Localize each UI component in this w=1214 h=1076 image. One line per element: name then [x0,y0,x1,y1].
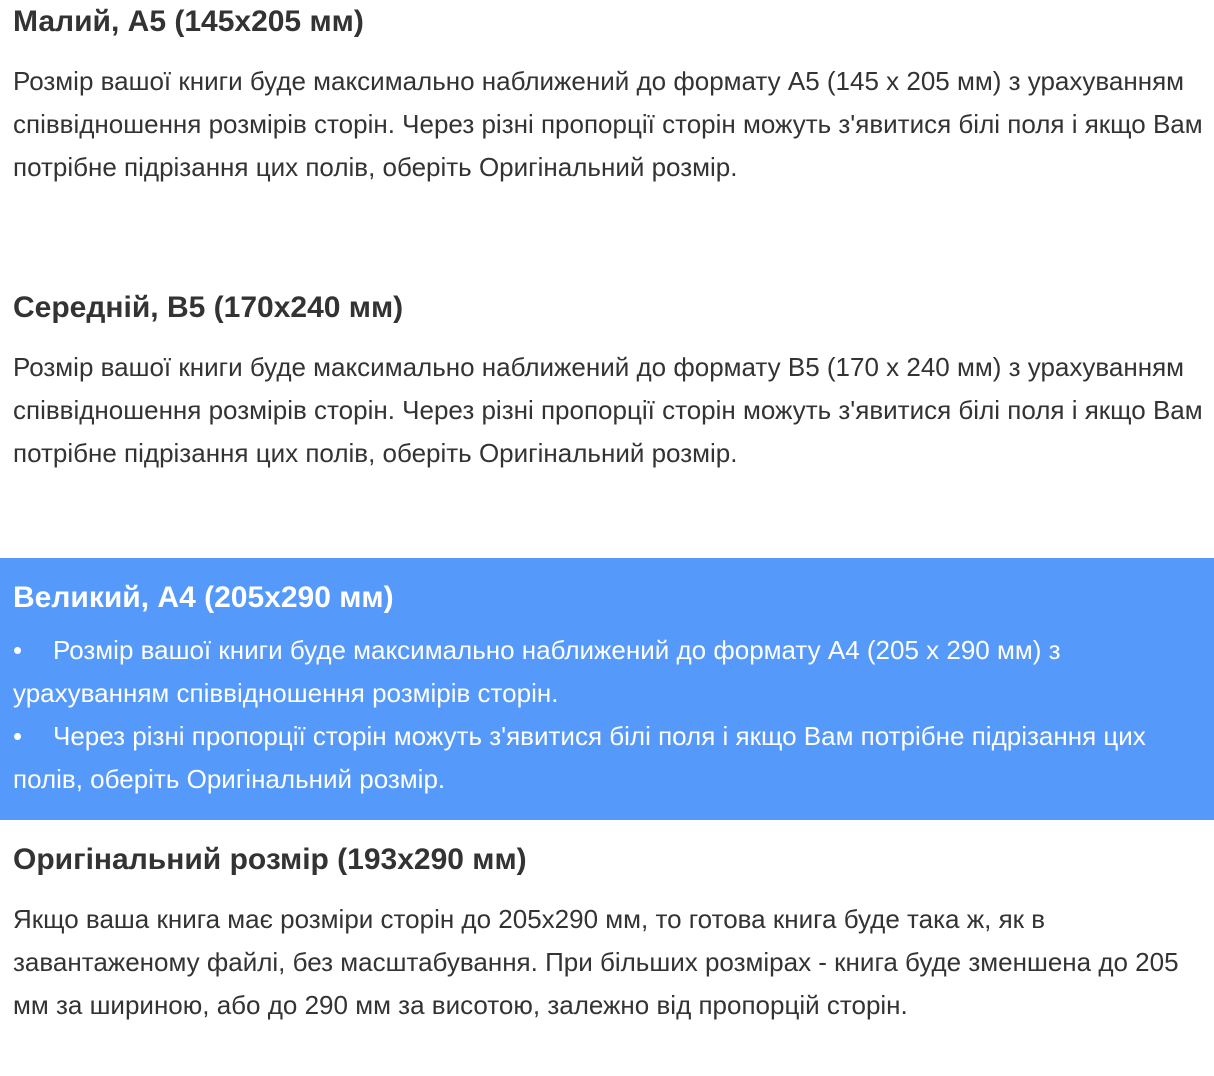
option-title: Малий, А5 (145х205 мм) [13,5,364,38]
option-description: Розмір вашої книги буде максимально наближений до формату В5 (170 х 240 мм) з урахуванням співвідношення розмірів сторін. Через різні пропорції сторін можуть з'явитися білі поля і якщо Вам потрібне підрізання цих полів, оберіть Оригінальний розмір. [13,352,1203,468]
bullet-icon: • [13,635,23,665]
bullet-item [13,629,1206,715]
bullet-icon: • [13,721,23,751]
option-description: Якщо ваша книга має розміри сторін до 205х290 мм, то готова книга буде така ж, як в завантаженому файлі, без масштабування. При більших розмірах - книга буде зменшена до 205 мм за шириною, або до 290 мм за висотою, залежно від пропорцій сторін. [13,904,1179,1020]
bullet-text: Розмір вашої книги буде максимально наближений до формату А4 (205 х 290 мм) з урахуванням співвідношення розмірів сторін. [13,635,1061,708]
option-title: Оригінальний розмір (193х290 мм) [13,843,527,876]
bullet-item [13,715,1206,801]
option-original-size[interactable] [0,842,1214,1076]
bullet-text: Через різні пропорції сторін можуть з'явитися білі поля і якщо Вам потрібне підрізання цих полів, оберіть Оригінальний розмір. [13,721,1146,794]
option-medium-b5[interactable] [0,290,1214,516]
option-description: Розмір вашої книги буде максимально наближений до формату А5 (145 х 205 мм) з урахуванням співвідношення розмірів сторін. Через різні пропорції сторін можуть з'явитися білі поля і якщо Вам потрібне підрізання цих полів, оберіть Оригінальний розмір. [13,66,1203,182]
option-large-a4-selected[interactable] [0,558,1214,820]
option-title: Середній, В5 (170х240 мм) [13,291,404,324]
option-title: Великий, А4 (205х290 мм) [13,581,394,614]
option-small-a5[interactable] [0,4,1214,230]
option-bullet-list [13,629,1206,801]
